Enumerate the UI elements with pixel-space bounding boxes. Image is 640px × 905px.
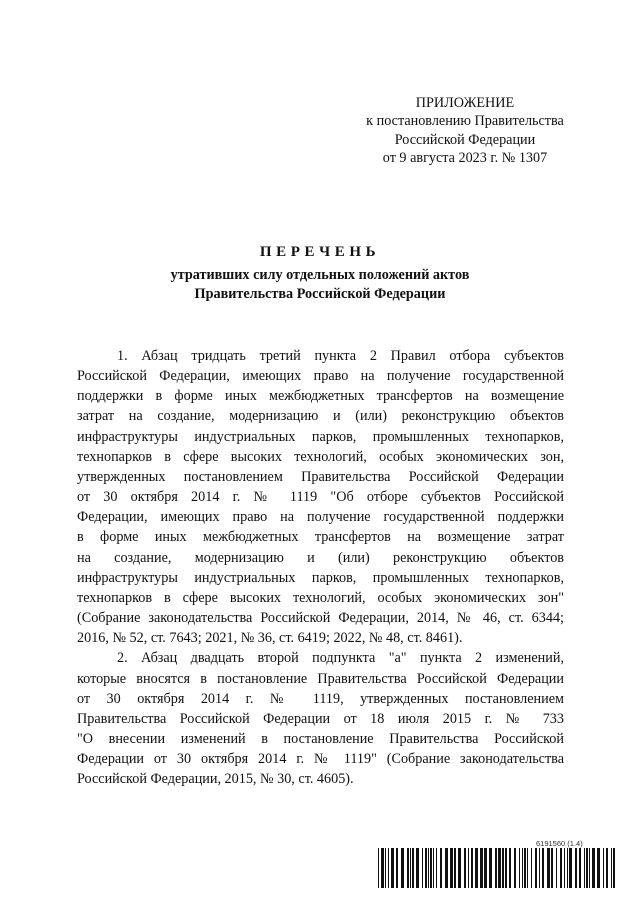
text-line: "О внесении изменений в постановление Правительства Российской bbox=[77, 730, 564, 747]
text-line: утвержденных постановлением Правительства Российской Федерации bbox=[77, 468, 564, 485]
text-line: 2016, № 52, ст. 7643; 2021, № 36, ст. 6419; 2022, № 48, ст. 8461). bbox=[77, 630, 463, 647]
document-body bbox=[77, 346, 564, 789]
text-line: Федерации от 30 октября 2014 г. № 1119" (Собрание законодательства bbox=[77, 751, 564, 768]
text-line: инфраструктуры индустриальных парков, промышленных технопарков, bbox=[77, 569, 564, 586]
annex-header bbox=[320, 94, 610, 168]
paragraph-2 bbox=[77, 648, 564, 789]
paragraph-1 bbox=[77, 346, 564, 648]
text-line: Российской Федерации, 2015, № 30, ст. 4605). bbox=[77, 771, 354, 788]
document-subtitle bbox=[0, 266, 640, 304]
barcode-icon bbox=[378, 848, 618, 888]
annex-title: ПРИЛОЖЕНИЕ bbox=[415, 95, 515, 111]
text-line: инфраструктуры индустриальных парков, промышленных технопарков, bbox=[77, 428, 564, 445]
annex-line-government: Российской Федерации bbox=[394, 131, 536, 148]
text-line: от 30 октября 2014 г. № 1119 "Об отборе субъектов Российской bbox=[77, 489, 564, 506]
text-line: Федерации, имеющих право на получение государственной поддержки bbox=[77, 509, 564, 526]
text-line: затрат на создание, модернизацию и (или) реконструкцию объектов bbox=[77, 408, 564, 425]
annex-line-resolution: к постановлению Правительства bbox=[366, 113, 564, 130]
text-line: Российской Федерации, имеющих право на получение государственной bbox=[77, 368, 564, 385]
text-line: 1. Абзац тридцать третий пункта 2 Правил отбора субъектов bbox=[117, 348, 564, 364]
annex-line-date-number: от 9 августа 2023 г. № 1307 bbox=[382, 150, 548, 167]
text-line: от 30 октября 2014 г. № 1119, утвержденных постановлением bbox=[77, 690, 564, 707]
text-line: на создание, модернизацию и (или) реконструкцию объектов bbox=[77, 549, 564, 566]
text-line: Правительства Российской Федерации от 18 июля 2015 г. № 733 bbox=[77, 710, 564, 727]
text-line: которые вносятся в постановление Правительства Российской Федерации bbox=[77, 670, 564, 687]
text-line: (Собрание законодательства Российской Федерации, 2014, № 46, ст. 6344; bbox=[77, 610, 564, 627]
document-title: ПЕРЕЧЕНЬ bbox=[259, 244, 381, 260]
text-line: поддержки в форме иных межбюджетных трансфертов на возмещение bbox=[77, 388, 564, 405]
subtitle-line-1: утративших силу отдельных положений актов bbox=[170, 267, 470, 283]
text-line: технопарков в сфере высоких технологий, особых экономических зон" bbox=[77, 589, 564, 606]
barcode-number: 6191560 (1.4) bbox=[536, 839, 583, 848]
subtitle-line-2: Правительства Российской Федерации bbox=[194, 286, 446, 302]
text-line: в форме иных межбюджетных трансфертов на возмещение затрат bbox=[77, 529, 564, 546]
text-line: технопарков в сфере высоких технологий, особых экономических зон, bbox=[77, 448, 564, 465]
text-line: 2. Абзац двадцать второй подпункта "а" пункта 2 изменений, bbox=[117, 650, 564, 667]
